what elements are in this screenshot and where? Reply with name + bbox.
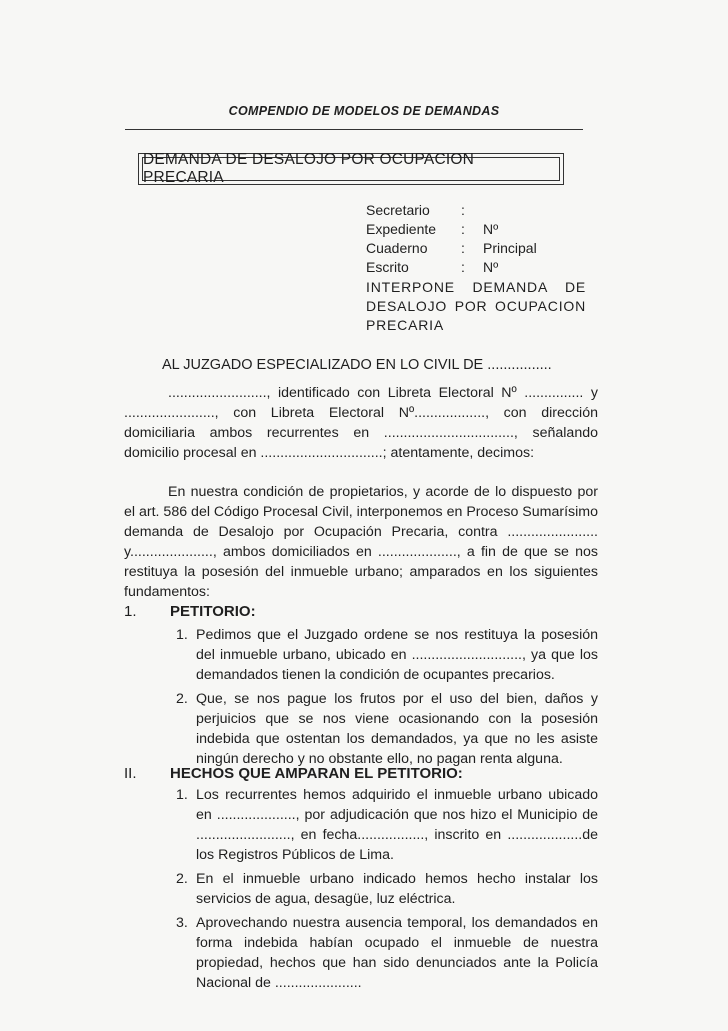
meta-row: Cuaderno : Principal [366, 240, 537, 256]
meta-label: Escrito [366, 259, 409, 275]
meta-row: Expediente : Nº [366, 221, 499, 237]
list-item [176, 625, 598, 685]
list-item-number: 2. [176, 871, 188, 887]
addressee: AL JUZGADO ESPECIALIZADO EN LO CIVIL DE ................ [162, 357, 552, 373]
list-item-text: Los recurrentes hemos adquirido el inmueble urbano ubicado en ...................., por adjudicación que nos hizo el Municipio de ........................, en fecha................., inscrito en ...................de los Registros Públicos de Lima. [196, 787, 598, 863]
list-item-text: Pedimos que el Juzgado ordene se nos restituya la posesión del inmueble urbano, ubicado en ............................, ya que los demandados tienen la condición de ocupantes precarios. [196, 627, 598, 683]
paragraph-text: En nuestra condición de propietarios, y acorde de lo dispuesto por el art. 586 del Código Procesal Civil, interponemos en Proceso Sumarísimo demanda de Desalojo por Ocupación Precaria, contra ....................... y....................., ambos domiciliados en ...................., a fin de que se nos restituya la posesión del inmueble urbano; amparados en los siguientes fundamentos: [124, 484, 598, 600]
meta-row: Secretario : [366, 202, 465, 218]
running-header: COMPENDIO DE MODELOS DE DEMANDAS [228, 104, 500, 118]
meta-label: Cuaderno [366, 240, 428, 256]
list-item-text: En el inmueble urbano indicado hemos hecho instalar los servicios de agua, desagüe, luz eléctrica. [196, 871, 598, 907]
meta-label: Secretario [366, 202, 430, 218]
list-item [176, 869, 598, 909]
section-heading [124, 603, 256, 620]
list-item-text: Que, se nos pague los frutos por el uso del bien, daños y perjuicios que se nos viene ocasionando con la posesión indebida que ostentan los demandados, ya que no les asiste ningún derecho y no obstante ello, no pagan renta alguna. [196, 691, 598, 767]
first-paragraph [124, 482, 598, 602]
intro-text: ........................., identificado con Libreta Electoral Nº ............... y ......................., con Libreta Electoral Nº.................., con dirección domiciliaria ambos recurrentes en ................................., señalando domicilio procesal en ...............................; atentamente, decimos: [124, 385, 598, 461]
section-number: 1. [124, 603, 137, 620]
list-item [176, 689, 598, 769]
list-item-number: 3. [176, 915, 188, 931]
header-rule [125, 129, 583, 130]
list-item-number: 1. [176, 627, 188, 643]
document-title: DEMANDA DE DESALOJO POR OCUPACION PRECARIA [142, 157, 560, 181]
case-metadata [366, 201, 537, 277]
list-item [176, 785, 598, 865]
section-title: HECHOS QUE AMPARAN EL PETITORIO: [170, 765, 463, 782]
section-heading [124, 765, 463, 782]
list-item-text: Aprovechando nuestra ausencia temporal, los demandados en forma indebida habían ocupado el inmueble de nuestra propiedad, hechos que han sido denunciados ante la Policía Nacional de ...................... [196, 915, 598, 991]
meta-value: Nº [483, 221, 499, 237]
list-item-number: 1. [176, 787, 188, 803]
list-item [176, 913, 598, 993]
meta-label: Expediente [366, 221, 437, 237]
list-item-number: 2. [176, 691, 188, 707]
title-box [138, 153, 564, 185]
meta-value: Nº [483, 259, 499, 275]
sumilla: INTERPONE DEMANDA DE DESALOJO POR OCUPACION PRECARIA [366, 279, 586, 333]
petitorio-list [176, 625, 598, 773]
intro-paragraph [124, 383, 598, 463]
section-title: PETITORIO: [170, 603, 256, 620]
hechos-list [176, 785, 598, 997]
section-number: II. [124, 765, 137, 782]
meta-value: Principal [483, 240, 537, 256]
meta-row: Escrito : Nº [366, 259, 499, 275]
